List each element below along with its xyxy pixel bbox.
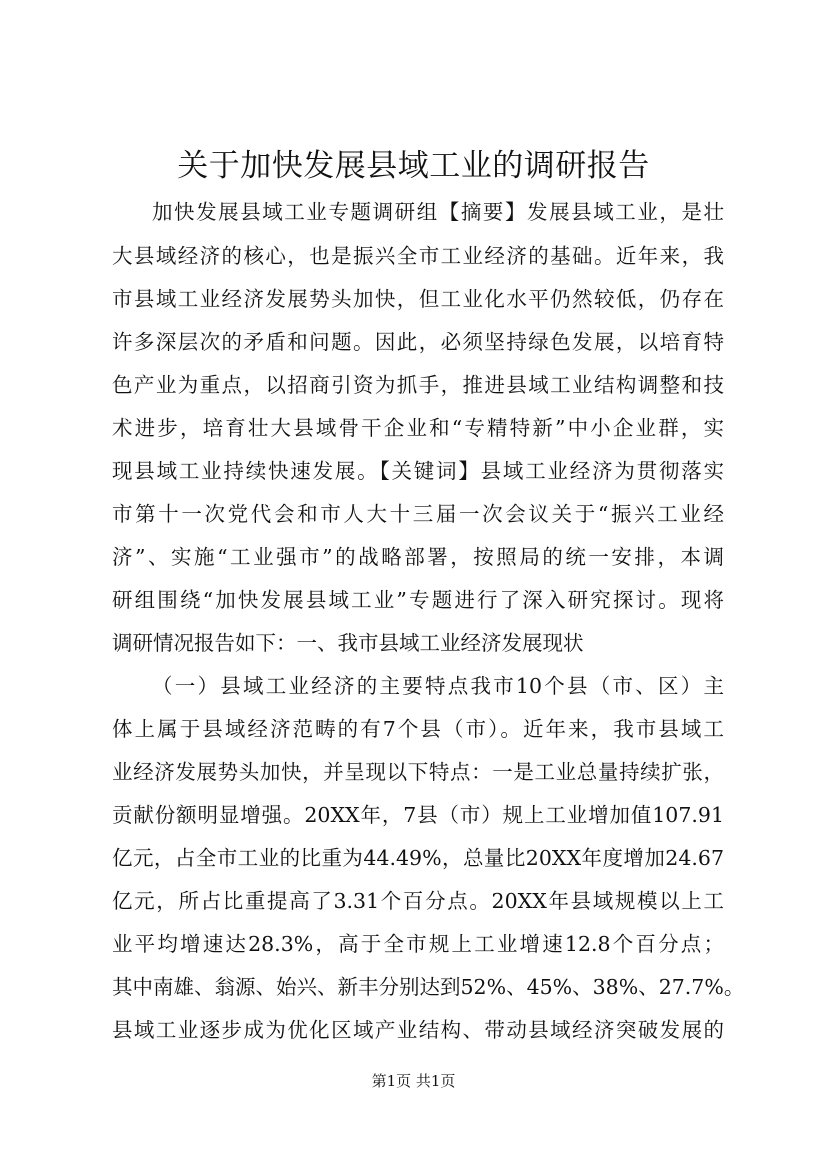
document-title: 关于加快发展县域工业的调研报告 (177, 148, 650, 184)
page-number: 第1页 共1页 (371, 1072, 456, 1090)
paragraph-line: 术进步，培育壮大县域骨干企业和“专精特新”中小企业群，实 (112, 416, 724, 440)
paragraph-line: 大县域经济的核心，也是振兴全市工业经济的基础。近年来，我 (112, 244, 724, 268)
paragraph-line: 其中南雄、翁源、始兴、新丰分别达到52%、45%、38%、27.7%。 (112, 975, 745, 999)
paragraph-line: 体上属于县域经济范畴的有7个县（市）。近年来，我市县域工 (112, 717, 724, 741)
paragraph-line: 研组围绕“加快发展县域工业”专题进行了深入研究探讨。现将 (112, 588, 724, 612)
paragraph-line: 县域工业逐步成为优化区域产业结构、带动县域经济突破发展的 (112, 1018, 724, 1042)
paragraph-line: 贡献份额明显增强。20XX年，7县（市）规上工业增加值107.91 (112, 803, 724, 827)
paragraph-line: 调研情况报告如下：一、我市县域工业经济发展现状 (112, 631, 584, 655)
paragraph-line: 亿元，所占比重提高了3.31个百分点。20XX年县域规模以上工 (112, 889, 724, 913)
paragraph-line: 济”、实施“工业强市”的战略部署，按照局的统一安排，本调 (112, 545, 724, 569)
paragraph-line: （一）县域工业经济的主要特点我市10个县（市、区）主 (152, 674, 724, 698)
paragraph-line: 加快发展县域工业专题调研组【摘要】发展县域工业，是壮 (152, 200, 724, 224)
paragraph-line: 许多深层次的矛盾和问题。因此，必须坚持绿色发展，以培育特 (112, 330, 724, 354)
paragraph-line: 业平均增速达28.3%，高于全市规上工业增速12.8个百分点； (112, 932, 724, 956)
paragraph-line: 市县域工业经济发展势头加快，但工业化水平仍然较低，仍存在 (112, 287, 724, 311)
paragraph-line: 亿元，占全市工业的比重为44.49%，总量比20XX年度增加24.67 (112, 846, 724, 870)
paragraph-line: 色产业为重点，以招商引资为抓手，推进县域工业结构调整和技 (112, 373, 724, 397)
paragraph-line: 现县域工业持续快速发展。【关键词】县域工业经济为贯彻落实 (112, 459, 724, 483)
paragraph-line: 业经济发展势头加快，并呈现以下特点：一是工业总量持续扩张， (112, 760, 724, 784)
paragraph-line: 市第十一次党代会和市人大十三届一次会议关于“振兴工业经 (112, 502, 724, 526)
